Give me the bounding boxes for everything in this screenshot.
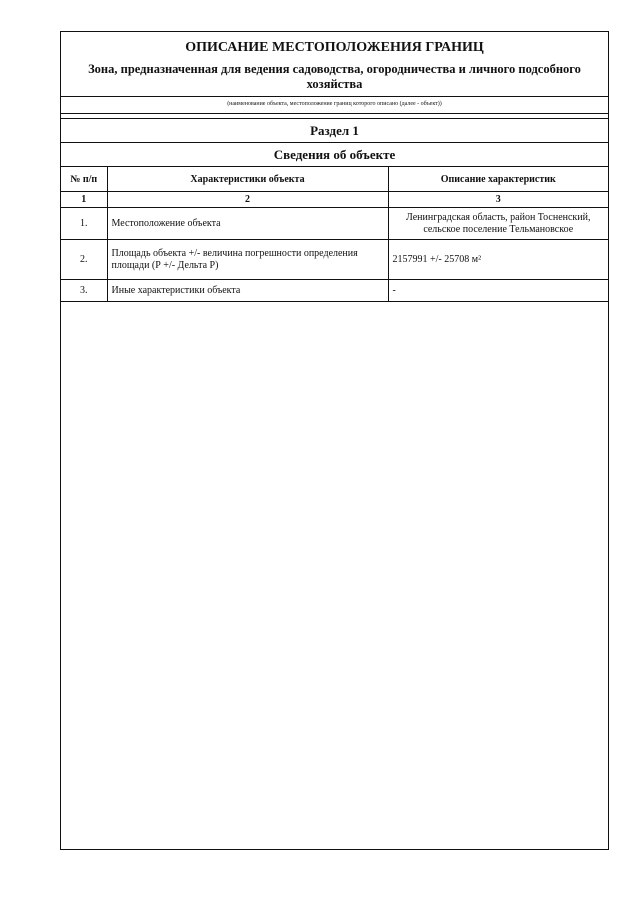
table-row [61, 280, 608, 302]
row-number: 2. [61, 240, 107, 280]
table-header-row [61, 167, 608, 192]
section-heading: Раздел 1 [61, 118, 608, 142]
row-description: - [388, 280, 608, 302]
row-characteristic: Площадь объекта +/- величина погрешности определения площади (Р +/- Дельта Р) [107, 240, 388, 280]
column-number-row [61, 192, 608, 208]
header-description: Описание характеристик [388, 167, 608, 192]
document-title: ОПИСАНИЕ МЕСТОПОЛОЖЕНИЯ ГРАНИЦ [185, 40, 484, 55]
object-caption: (наименование объекта, местоположение границ которого описано (далее - объект)) [61, 96, 608, 114]
row-characteristic: Местоположение объекта [107, 208, 388, 240]
column-number-1: 1 [61, 192, 107, 208]
document-frame [60, 31, 609, 850]
object-info-table [61, 166, 608, 302]
header-characteristic: Характеристики объекта [107, 167, 388, 192]
row-number: 1. [61, 208, 107, 240]
row-number: 3. [61, 280, 107, 302]
column-number-3: 3 [388, 192, 608, 208]
row-characteristic: Иные характеристики объекта [107, 280, 388, 302]
row-description: Ленинградская область, район Тосненский, сельское поселение Тельмановское [388, 208, 608, 240]
table-row [61, 240, 608, 280]
section-title: Сведения об объекте [61, 142, 608, 166]
table-row [61, 208, 608, 240]
header-number: № п/п [61, 167, 107, 192]
table-bottom-border [61, 302, 608, 303]
column-number-2: 2 [107, 192, 388, 208]
document-subtitle: Зона, предназначенная для ведения садоводства, огородничества и личного подсобного хозяйства [88, 62, 581, 91]
row-description: 2157991 +/- 25708 м² [388, 240, 608, 280]
